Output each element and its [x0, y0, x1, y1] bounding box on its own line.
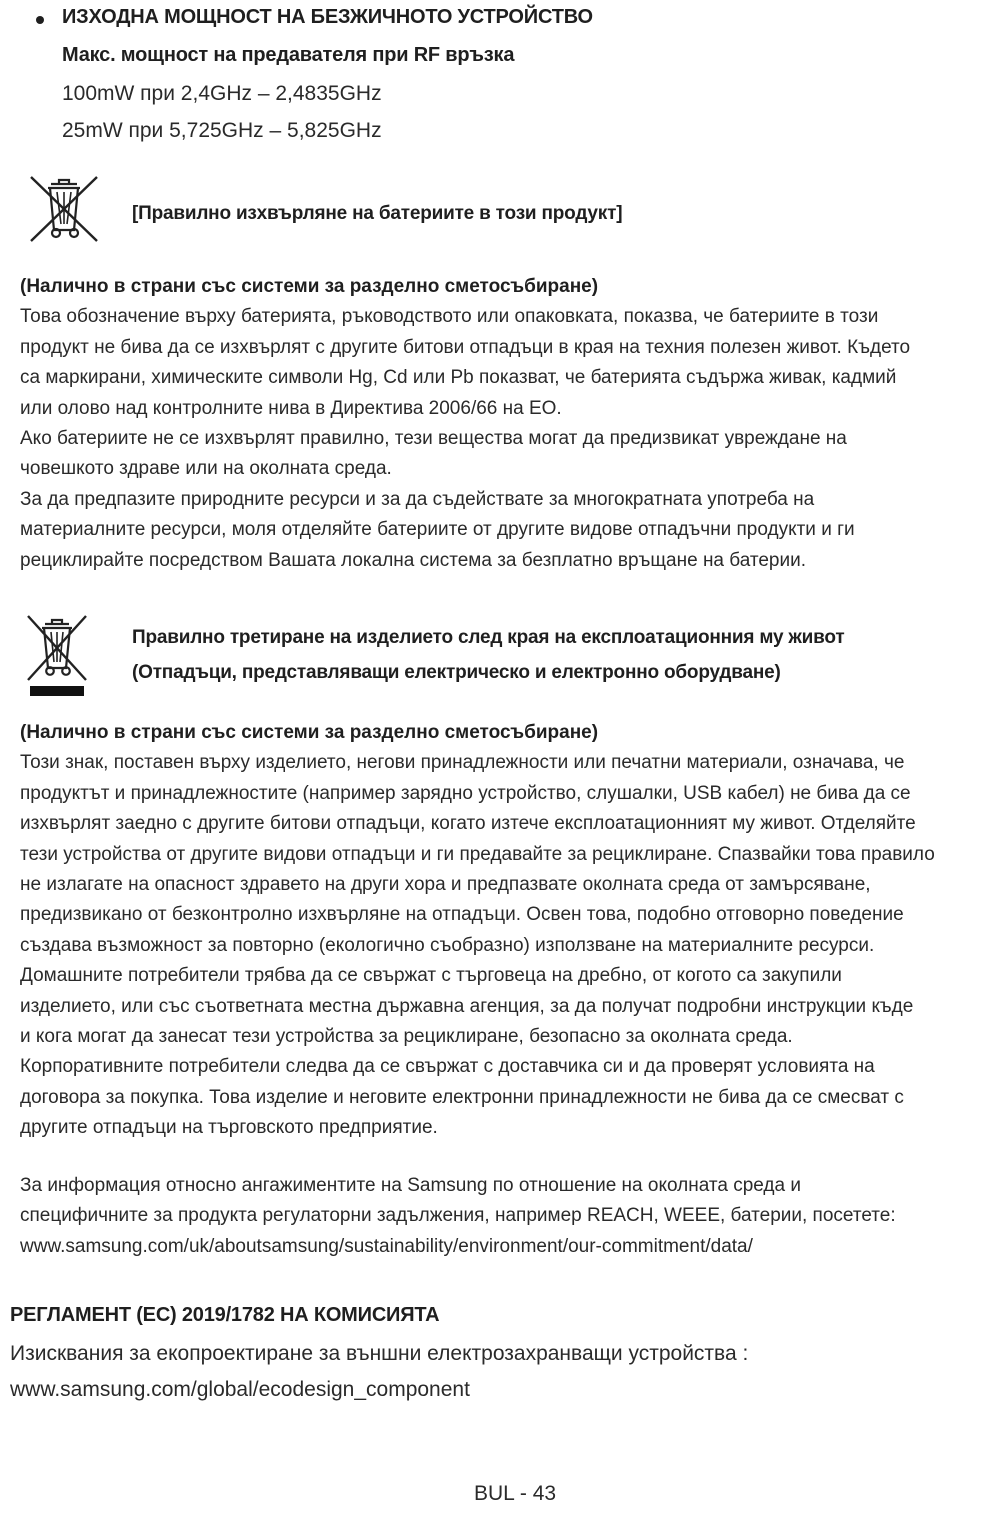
ecodesign-url: www.samsung.com/global/ecodesign_component [10, 1378, 470, 1401]
text-line: Корпоративните потребители следва да се свържат с доставчика си и да проверят условията на [20, 1056, 875, 1078]
text-line: изделието, или със съответната местна държавна агенция, за да получат подробни инструкции къде [20, 995, 914, 1017]
text-line: продукт не бива да се изхвърлят с другите битови отпадъци в края на техния полезен живот. Където [20, 336, 911, 358]
rf-power-value-5ghz: 25mW при 5,725GHz – 5,825GHz [62, 119, 382, 142]
text-line: не излагате на опасност здравето на други хора и предпазвате околната среда от замърсяване, [20, 874, 871, 896]
text-line: договора за покупка. Това изделие и неговите електронни принадлежности не бива да се смесват с [20, 1086, 904, 1108]
text-line: или олово над контролните нива в Директива 2006/66 на ЕО. [20, 397, 562, 419]
text-line: създава възможност за повторно (екологично съобразно) използване на материалните ресурси. [20, 934, 875, 956]
bullet-dot [36, 16, 44, 24]
weee-disposal-text [20, 718, 982, 1144]
regulation-heading: РЕГЛАМЕНТ (ЕС) 2019/1782 НА КОМИСИЯТА [10, 1304, 440, 1326]
weee-title-line-2: (Отпадъци, представляващи електрическо и електронно оборудване) [132, 662, 781, 683]
sustainability-url: www.samsung.com/uk/aboutsamsung/sustainability/environment/our-commitment/data/ [20, 1235, 753, 1257]
battery-disposal-text [20, 272, 982, 576]
text-line: човешкото здраве или на околната среда. [20, 458, 392, 480]
samsung-environment-info [20, 1171, 982, 1262]
rf-power-value-2-4ghz: 100mW при 2,4GHz – 2,4835GHz [62, 82, 382, 105]
text-line: Домашните потребители трябва да се свържат с търговеца на дребно, от когото са закупили [20, 965, 842, 987]
text-line: материалните ресурси, моля отделяйте батериите от другите видове отпадъчни продукти и ги [20, 519, 855, 541]
ecodesign-requirements-text: Изисквания за екопроектиране за външни електрозахранващи устройства : [10, 1342, 749, 1365]
text-line: тези устройства от другите видови отпадъци и ги предавайте за рециклиране. Спазвайки това правило [20, 843, 935, 865]
battery-disposal-title: [Правилно изхвърляне на батериите в този продукт] [132, 203, 623, 224]
text-line: рециклирайте посредством Вашата локална система за безплатно връщане на батерии. [20, 549, 807, 571]
text-line: предизвикано от безконтролно изхвърляне на отпадъци. Освен това, подобно отговорно поведение [20, 904, 904, 926]
text-line: продуктът и принадлежностите (например зарядно устройство, слушалки, USB кабел) не бива да се [20, 782, 911, 804]
wireless-power-heading: ИЗХОДНА МОЩНОСТ НА БЕЗЖИЧНОТО УСТРОЙСТВО [62, 6, 593, 28]
text-line: другите отпадъци на търговското предприятие. [20, 1117, 438, 1139]
weee-availability-note: (Налично в страни със системи за разделно сметосъбиране) [20, 722, 599, 743]
text-line: Този знак, поставен върху изделието, негови принадлежности или печатни материали, означава, че [20, 752, 905, 774]
weee-title-line-1: Правилно третиране на изделието след края на експлоатационния му живот [132, 627, 845, 648]
battery-availability-note: (Налично в страни със системи за разделно сметосъбиране) [20, 276, 599, 297]
text-line: специфичните за продукта регулаторни задължения, например REACH, WEEE, батерии, посетете: [20, 1205, 896, 1227]
rf-power-subheading: Макс. мощност на предавателя при RF връзка [62, 44, 515, 66]
crossed-out-wheelie-bin-with-bar-icon [24, 612, 90, 698]
page-number: BUL - 43 [473, 1482, 557, 1505]
crossed-out-wheelie-bin-icon [26, 172, 102, 246]
text-line: За информация относно ангажиментите на Samsung по отношение на околната среда и [20, 1175, 801, 1196]
text-line: Това обозначение върху батерията, ръководството или опаковката, показва, че батериите в този [20, 306, 879, 328]
text-line: и кога могат да занесат тези устройства за рециклиране, безопасно за околната среда. [20, 1026, 793, 1048]
text-line: Ако батериите не се изхвърлят правилно, тези вещества могат да предизвикат увреждане на [20, 428, 847, 450]
text-line: За да предпазите природните ресурси и за да съдействате за многократната употреба на [20, 488, 815, 510]
text-line: изхвърлят заедно с другите битови отпадъци, когато изтече експлоатационният му живот. Отделяйте [20, 813, 916, 835]
text-line: са маркирани, химическите символи Hg, Cd или Pb показват, че батерията съдържа живак, кадмий [20, 367, 897, 389]
